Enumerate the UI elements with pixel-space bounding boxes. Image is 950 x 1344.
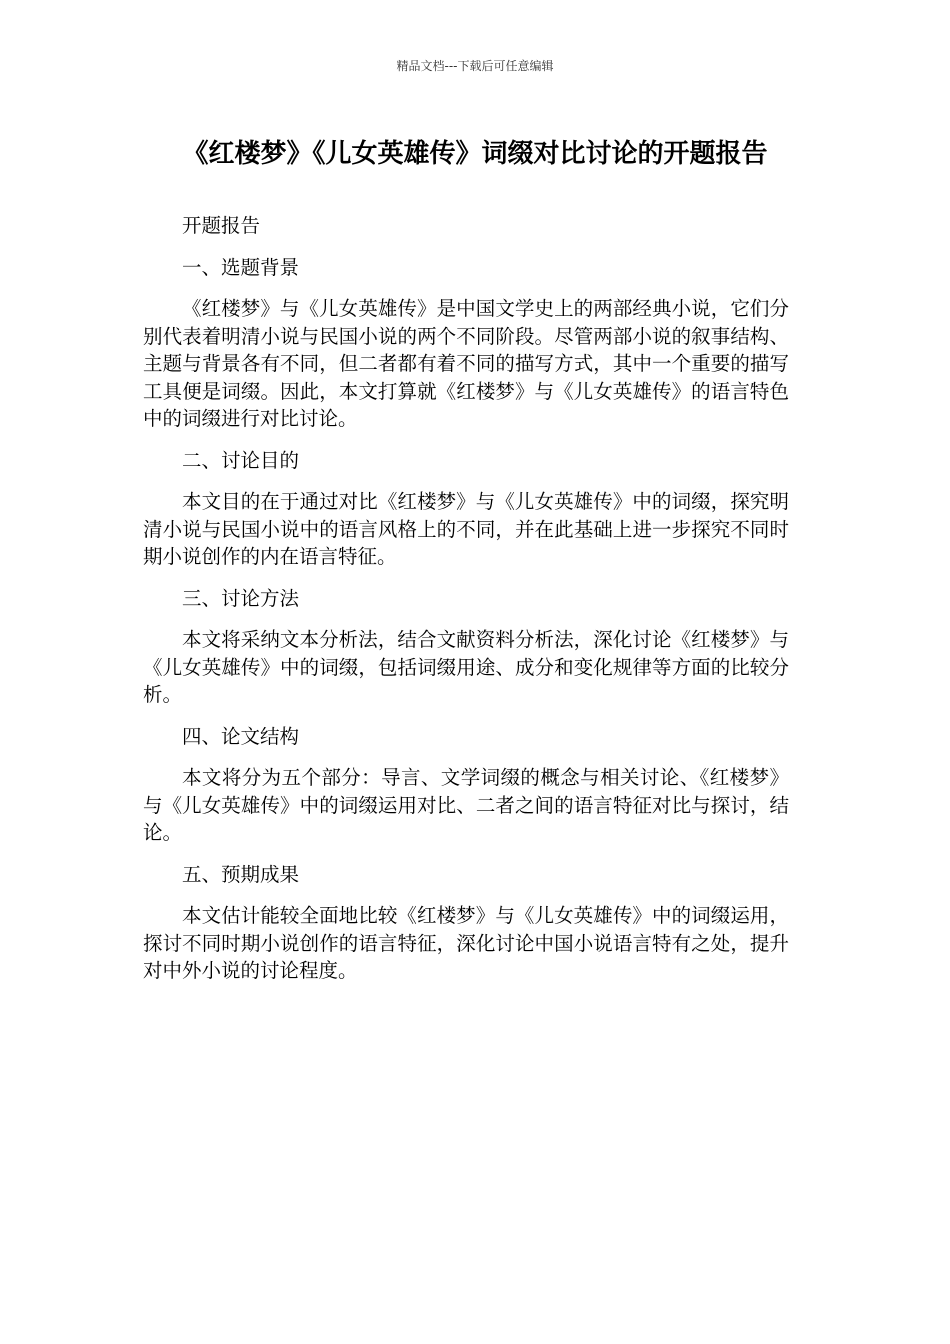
section-text-purpose: 本文目的在于通过对比《红楼梦》与《儿女英雄传》中的词缀，探究明清小说与民国小说中的语言风格上的不同，并在此基础上进一步探究不同时期小说创作的内在语言特征。 <box>143 490 789 568</box>
report-label: 开题报告 <box>182 214 261 237</box>
section-heading-method: 三、讨论方法 <box>182 586 300 610</box>
section-heading-purpose: 二、讨论目的 <box>182 448 300 472</box>
section-heading-structure: 四、论文结构 <box>182 724 300 748</box>
section-text-method: 本文将采纳文本分析法，结合文献资料分析法，深化讨论《红楼梦》与《儿女英雄传》中的词缀，包括词缀用途、成分和变化规律等方面的比较分析。 <box>143 628 789 706</box>
section-heading-outcome: 五、预期成果 <box>182 862 300 886</box>
section-text-structure: 本文将分为五个部分：导言、文学词缀的概念与相关讨论、《红楼梦》与《儿女英雄传》中的词缀运用对比、二者之间的语言特征对比与探讨，结论。 <box>143 766 789 844</box>
section-text-outcome: 本文估计能较全面地比较《红楼梦》与《儿女英雄传》中的词缀运用，探讨不同时期小说创作的语言特征，深化讨论中国小说语言特有之处，提升对中外小说的讨论程度。 <box>143 904 789 982</box>
section-heading-background: 一、选题背景 <box>182 255 300 279</box>
document-body <box>143 212 789 999</box>
document-title: 《红楼梦》《儿女英雄传》词缀对比讨论的开题报告 <box>182 139 768 169</box>
section-text-background: 《红楼梦》与《儿女英雄传》是中国文学史上的两部经典小说，它们分别代表着明清小说与民国小说的两个不同阶段。尽管两部小说的叙事结构、主题与背景各有不同，但二者都有着不同的描写方式，其中一个重要的描写工具便是词缀。因此，本文打算就《红楼梦》与《儿女英雄传》的语言特色中的词缀进行对比讨论。 <box>143 297 789 430</box>
header-note: 精品文档---下载后可任意编辑 <box>396 59 554 73</box>
